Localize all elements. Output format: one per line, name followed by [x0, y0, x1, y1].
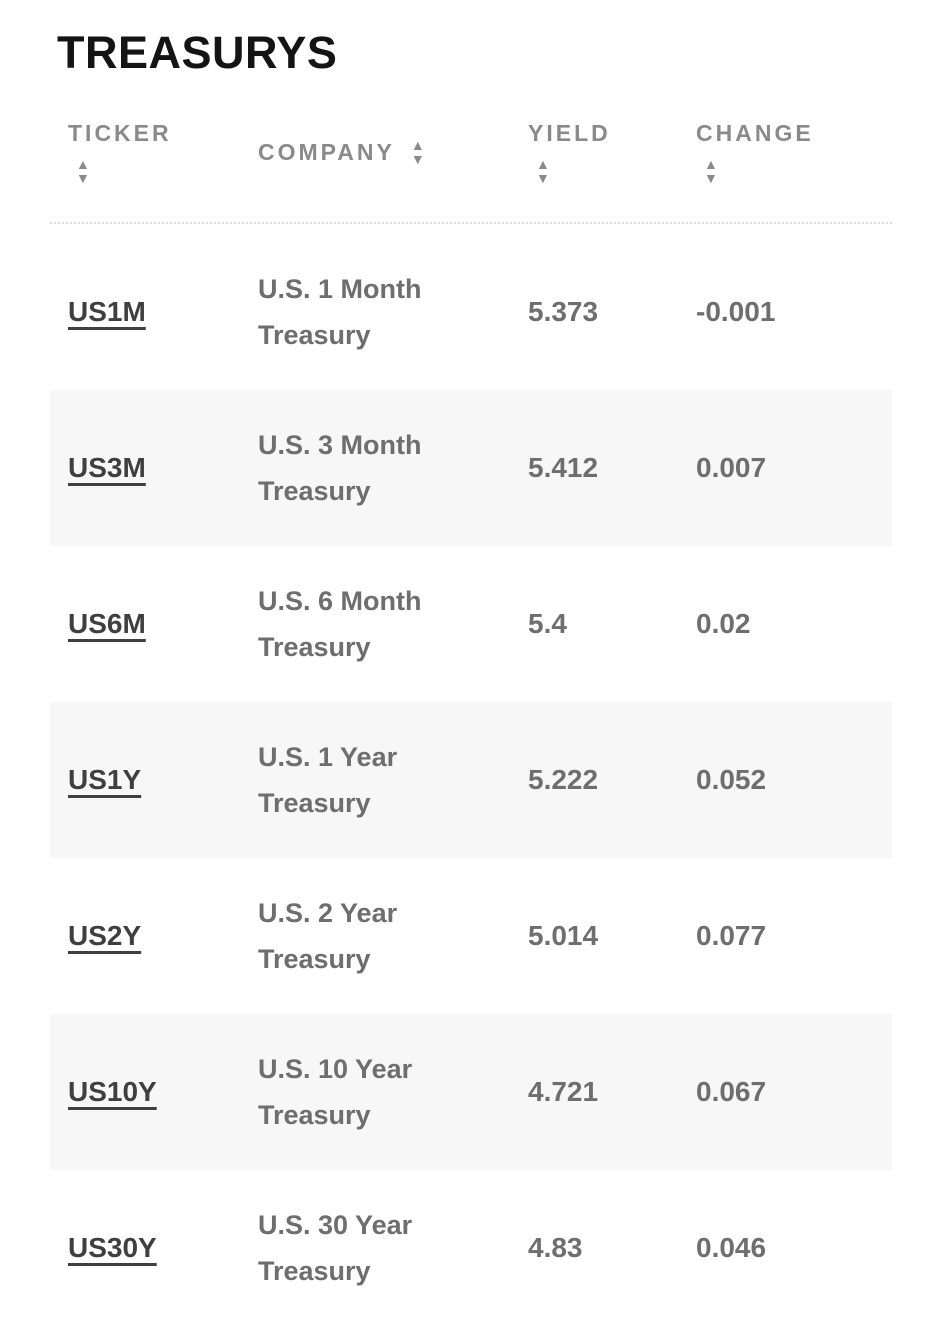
- column-header-company[interactable]: [258, 136, 528, 167]
- company-cell: [258, 890, 528, 982]
- sort-ascending-icon: ▲: [704, 156, 718, 172]
- table-row: [50, 1014, 892, 1170]
- column-label-company: COMPANY: [258, 138, 395, 165]
- table-header-row: [50, 114, 892, 224]
- change-cell: [696, 296, 892, 328]
- company-cell: [258, 578, 528, 670]
- yield-cell: [528, 764, 696, 796]
- ticker-cell: [50, 296, 258, 328]
- change-cell: [696, 920, 892, 952]
- sort-ascending-icon: ▲: [76, 156, 90, 172]
- ticker-cell: [50, 452, 258, 484]
- sort-descending-icon: ▼: [536, 170, 550, 186]
- table-row: [50, 702, 892, 858]
- ticker-cell: [50, 920, 258, 952]
- change-cell: [696, 1076, 892, 1108]
- yield-cell: [528, 920, 696, 952]
- company-name: U.S. 10 Year Treasury: [258, 1054, 413, 1130]
- company-name: U.S. 3 Month Treasury: [258, 430, 422, 506]
- yield-cell: [528, 1232, 696, 1264]
- sort-descending-icon: ▼: [704, 170, 718, 186]
- company-name: U.S. 2 Year Treasury: [258, 898, 398, 974]
- change-value: 0.077: [696, 920, 767, 951]
- ticker-cell: [50, 1232, 258, 1264]
- column-header-change[interactable]: [696, 120, 892, 184]
- ticker-link[interactable]: US3M: [68, 452, 146, 483]
- change-value: 0.046: [696, 1232, 767, 1263]
- change-cell: [696, 764, 892, 796]
- yield-cell: [528, 1076, 696, 1108]
- company-cell: [258, 1202, 528, 1294]
- ticker-cell: [50, 1076, 258, 1108]
- yield-value: 5.014: [528, 920, 599, 951]
- table-row: [50, 858, 892, 1014]
- change-value: 0.052: [696, 764, 767, 795]
- company-name: U.S. 30 Year Treasury: [258, 1210, 413, 1286]
- yield-value: 5.373: [528, 296, 599, 327]
- company-name: U.S. 1 Year Treasury: [258, 742, 398, 818]
- yield-cell: [528, 452, 696, 484]
- ticker-link[interactable]: US1M: [68, 296, 146, 327]
- ticker-link[interactable]: US30Y: [68, 1232, 157, 1263]
- table-body: [50, 234, 892, 1326]
- sort-descending-icon: ▼: [410, 150, 425, 167]
- ticker-link[interactable]: US6M: [68, 608, 146, 639]
- yield-cell: [528, 608, 696, 640]
- table-row: [50, 390, 892, 546]
- ticker-link[interactable]: US2Y: [68, 920, 142, 951]
- change-cell: [696, 452, 892, 484]
- treasurys-page: [0, 28, 946, 1326]
- change-cell: [696, 608, 892, 640]
- sort-icons: [76, 156, 90, 186]
- sort-ascending-icon: ▲: [410, 136, 425, 153]
- table-row: [50, 234, 892, 390]
- change-cell: [696, 1232, 892, 1264]
- column-label-change: CHANGE: [696, 120, 814, 146]
- yield-value: 4.721: [528, 1076, 599, 1107]
- yield-value: 4.83: [528, 1232, 583, 1263]
- sort-icons: [410, 136, 425, 167]
- yield-cell: [528, 296, 696, 328]
- sort-ascending-icon: ▲: [536, 156, 550, 172]
- sort-icons: [536, 156, 550, 186]
- sort-descending-icon: ▼: [76, 170, 90, 186]
- table-row: [50, 546, 892, 702]
- company-cell: [258, 266, 528, 358]
- company-cell: [258, 734, 528, 826]
- yield-value: 5.222: [528, 764, 599, 795]
- ticker-link[interactable]: US10Y: [68, 1076, 157, 1107]
- change-value: 0.007: [696, 452, 767, 483]
- company-name: U.S. 6 Month Treasury: [258, 586, 422, 662]
- column-header-yield[interactable]: [528, 120, 696, 184]
- page-title: TREASURYS: [57, 27, 338, 78]
- column-header-ticker[interactable]: [50, 120, 258, 184]
- company-cell: [258, 422, 528, 514]
- sort-icons: [704, 156, 718, 186]
- column-label-yield: YIELD: [528, 120, 611, 146]
- column-label-ticker: TICKER: [68, 120, 172, 146]
- ticker-cell: [50, 764, 258, 796]
- company-name: U.S. 1 Month Treasury: [258, 274, 422, 350]
- change-value: 0.02: [696, 608, 751, 639]
- yield-value: 5.412: [528, 452, 599, 483]
- company-cell: [258, 1046, 528, 1138]
- yield-value: 5.4: [528, 608, 567, 639]
- ticker-link[interactable]: US1Y: [68, 764, 142, 795]
- ticker-cell: [50, 608, 258, 640]
- table-row: [50, 1170, 892, 1326]
- change-value: -0.001: [696, 296, 776, 327]
- change-value: 0.067: [696, 1076, 767, 1107]
- treasurys-table: [50, 114, 892, 1326]
